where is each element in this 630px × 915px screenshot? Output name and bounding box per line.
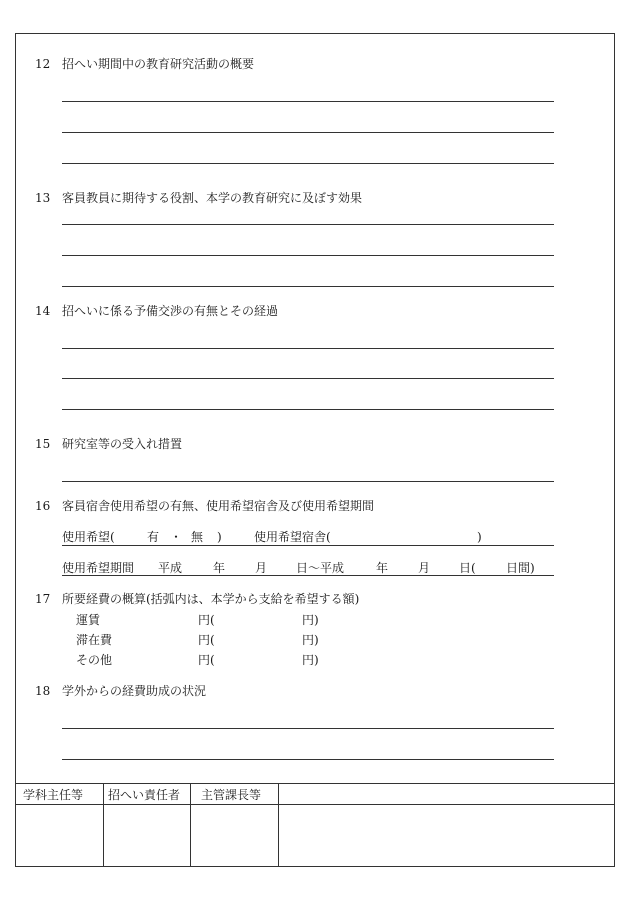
section-13-writing-line-3[interactable] — [62, 286, 554, 287]
section-16-title: 客員宿舎使用希望の有無、使用希望宿舎及び使用希望期間 — [62, 499, 375, 513]
section-14-writing-line-2[interactable] — [62, 378, 554, 379]
section-17-number: 17 — [35, 592, 51, 606]
usage-wish-underline[interactable] — [62, 545, 554, 546]
period-end-day[interactable]: 日( — [459, 561, 476, 575]
section-14-writing-line-1[interactable] — [62, 348, 554, 349]
period-start-era: 平成 — [158, 561, 183, 575]
section-12-number: 12 — [35, 57, 51, 71]
other-cost-yen[interactable]: 円( — [198, 653, 215, 667]
usage-wish-yes-option[interactable]: 有 — [147, 530, 160, 544]
stay-cost-requested-yen[interactable]: 円) — [302, 633, 319, 647]
section-14-number: 14 — [35, 304, 51, 318]
other-cost-requested-yen[interactable]: 円) — [302, 653, 319, 667]
section-15-title: 研究室等の受入れ措置 — [62, 437, 183, 451]
stay-cost-label: 滞在費 — [76, 633, 113, 647]
fare-requested-yen[interactable]: 円) — [302, 613, 319, 627]
signature-cell-section-chief[interactable] — [191, 805, 277, 865]
period-start-day-to-end-era[interactable]: 日～平成 — [296, 561, 345, 575]
usage-wish-close-paren: ) — [217, 530, 222, 544]
usage-period-underline[interactable] — [62, 575, 554, 576]
usage-wish-label: 使用希望( — [62, 530, 115, 544]
section-18-writing-line-2[interactable] — [62, 759, 554, 760]
section-13-writing-line-1[interactable] — [62, 224, 554, 225]
section-16-number: 16 — [35, 499, 51, 513]
signature-cell-dept-head[interactable] — [16, 805, 102, 865]
section-13-writing-line-2[interactable] — [62, 255, 554, 256]
section-18-writing-line-1[interactable] — [62, 728, 554, 729]
section-12-title: 招へい期間中の教育研究活動の概要 — [62, 57, 255, 71]
section-14-title: 招へいに係る予備交渉の有無とその経過 — [62, 304, 279, 318]
dorm-wish-label: 使用希望宿舎( — [254, 530, 331, 544]
section-12-writing-line-2[interactable] — [62, 132, 554, 133]
period-start-month[interactable]: 月 — [255, 561, 268, 575]
section-13-number: 13 — [35, 191, 51, 205]
period-total-days[interactable]: 日間) — [506, 561, 535, 575]
section-12-writing-line-1[interactable] — [62, 101, 554, 102]
signature-cell-invite-owner[interactable] — [104, 805, 189, 865]
fare-yen[interactable]: 円( — [198, 613, 215, 627]
period-end-month[interactable]: 月 — [418, 561, 431, 575]
other-cost-label: その他 — [76, 653, 113, 667]
section-17-title: 所要経費の概算(括弧内は、本学から支給を希望する額) — [62, 592, 360, 606]
usage-period-label: 使用希望期間 — [62, 561, 135, 575]
usage-wish-separator: ・ — [170, 530, 183, 544]
dorm-wish-close-paren: ) — [477, 530, 482, 544]
section-15-number: 15 — [35, 437, 51, 451]
signature-header-dept-head: 学科主任等 — [23, 788, 84, 802]
section-18-title: 学外からの経費助成の状況 — [62, 684, 207, 698]
signature-header-section-chief: 主管課長等 — [201, 788, 262, 802]
section-14-writing-line-3[interactable] — [62, 409, 554, 410]
usage-wish-no-option[interactable]: 無 — [191, 530, 204, 544]
section-13-title: 客員教員に期待する役割、本学の教育研究に及ぼす効果 — [62, 191, 363, 205]
section-12-writing-line-3[interactable] — [62, 163, 554, 164]
fare-label: 運賃 — [76, 613, 101, 627]
stay-cost-yen[interactable]: 円( — [198, 633, 215, 647]
section-18-number: 18 — [35, 684, 51, 698]
period-end-year[interactable]: 年 — [376, 561, 389, 575]
signature-table-top-border — [15, 783, 615, 784]
signature-cell-blank[interactable] — [279, 805, 613, 865]
section-15-writing-line-1[interactable] — [62, 481, 554, 482]
period-start-year[interactable]: 年 — [213, 561, 226, 575]
signature-header-invite-owner: 招へい責任者 — [108, 788, 181, 802]
